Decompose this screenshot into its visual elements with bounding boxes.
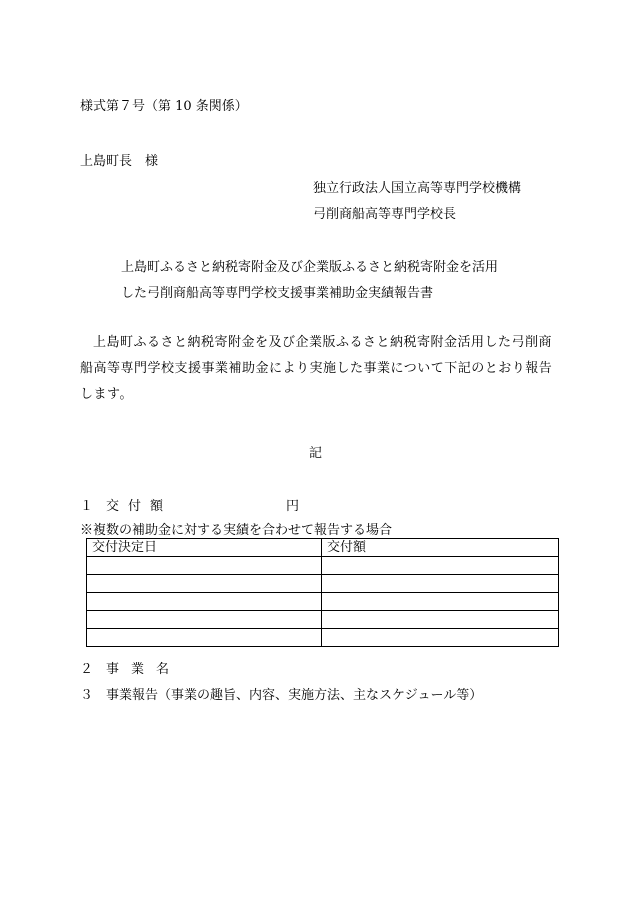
table-row bbox=[87, 593, 559, 611]
item-grant-amount bbox=[80, 495, 299, 514]
table-cell[interactable] bbox=[87, 575, 322, 593]
table-cell[interactable] bbox=[87, 557, 322, 575]
item-label: 事業名 bbox=[106, 662, 182, 677]
addressee: 上島町長 様 bbox=[80, 154, 159, 169]
table-cell[interactable] bbox=[322, 629, 559, 647]
form-number: 様式第７号（第 10 条関係） bbox=[80, 99, 248, 114]
item-number: ２ bbox=[80, 662, 94, 677]
table-cell[interactable] bbox=[87, 611, 322, 629]
table-row bbox=[87, 611, 559, 629]
ki-heading: 記 bbox=[309, 446, 323, 461]
table-row bbox=[87, 557, 559, 575]
table-row bbox=[87, 575, 559, 593]
table-cell[interactable] bbox=[87, 629, 322, 647]
grant-table bbox=[86, 538, 559, 647]
body-text: 上島町ふるさと納税寄附金を及び企業版ふるさと納税寄附金活用した弓削商船高等専門学校支援事業補助金により実施した事業について下記のとおり報告します。 bbox=[80, 335, 553, 402]
table-cell[interactable] bbox=[322, 575, 559, 593]
document-title-line-1: 上島町ふるさと納税寄附金及び企業版ふるさと納税寄附金を活用 bbox=[121, 260, 499, 275]
sender-organization: 独立行政法人国立高等専門学校機構 bbox=[313, 181, 522, 196]
item-number: １ bbox=[80, 499, 94, 514]
column-header-decision-date: 交付決定日 bbox=[87, 539, 322, 557]
table-row bbox=[87, 629, 559, 647]
item-label: 交付額 bbox=[106, 499, 173, 514]
document-title-line-2: した弓削商船高等専門学校支援事業補助金実績報告書 bbox=[121, 286, 434, 301]
table-cell[interactable] bbox=[322, 557, 559, 575]
table-cell[interactable] bbox=[322, 593, 559, 611]
table-note: ※複数の補助金に対する実績を合わせて報告する場合 bbox=[80, 523, 393, 538]
table-cell[interactable] bbox=[87, 593, 322, 611]
item-label: 事業報告（事業の趣旨、内容、実施方法、主なスケジュール等） bbox=[106, 688, 483, 703]
item-project-report bbox=[80, 684, 482, 703]
item-project-name bbox=[80, 658, 181, 677]
item-number: ３ bbox=[80, 688, 94, 703]
sender-title: 弓削商船高等専門学校長 bbox=[313, 207, 457, 222]
yen-unit: 円 bbox=[286, 499, 300, 514]
column-header-grant-amount: 交付額 bbox=[322, 539, 559, 557]
table-header-row bbox=[87, 539, 559, 557]
table-cell[interactable] bbox=[322, 611, 559, 629]
